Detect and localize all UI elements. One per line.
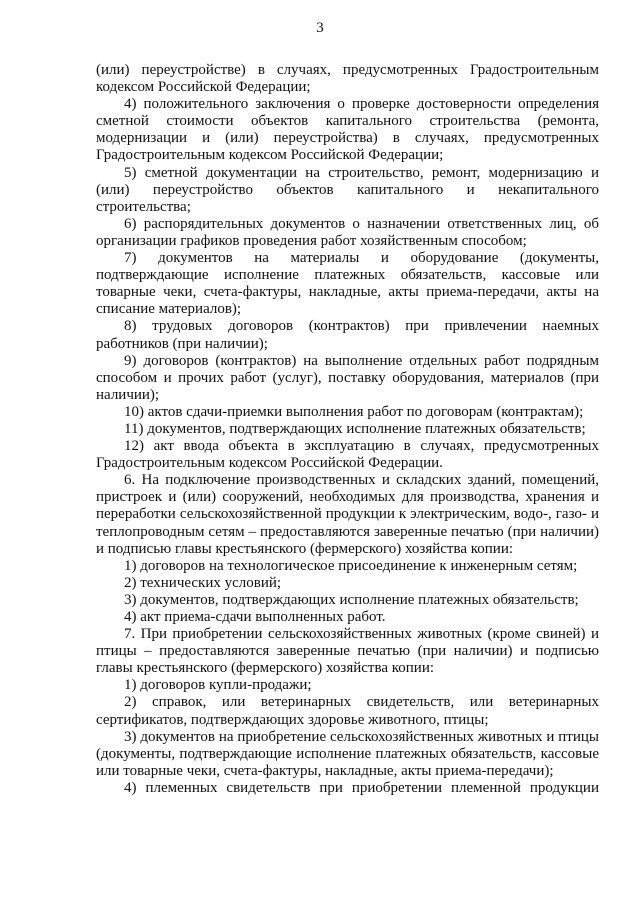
page-number: 3 — [316, 20, 324, 36]
paragraph: 5) сметной документации на строительство, ремонт, модернизацию и (или) переустройство объектов капитального и некапитального строительства; — [96, 164, 599, 215]
paragraph: 3) документов на приобретение сельскохозяйственных животных и птицы (документы, подтверждающие исполнение платежных обязательств, кассовые или товарные чеки, счета-фактуры, накладные, акты приема-передачи); — [96, 728, 599, 779]
paragraph: 6) распорядительных документов о назначении ответственных лиц, об организации графиков проведения работ хозяйственным способом; — [96, 215, 599, 249]
paragraph: 3) документов, подтверждающих исполнение платежных обязательств; — [124, 591, 579, 608]
paragraph: 7. При приобретении сельскохозяйственных животных (кроме свиней) и птицы – предоставляются заверенные печатью (при наличии) и подписью главы крестьянского (фермерского) хозяйства копии: — [96, 626, 599, 677]
paragraph: 1) договоров на технологическое присоединение к инженерным сетям; — [124, 557, 578, 574]
paragraph: 7) документов на материалы и оборудование (документы, подтверждающие исполнение платежных обязательств, кассовые или товарные чеки, счета-фактуры, накладные, акты приема-передачи, акты на списание материалов); — [96, 250, 599, 318]
body-text — [96, 62, 599, 797]
paragraph: 8) трудовых договоров (контрактов) при привлечении наемных работников (при наличии); — [96, 318, 599, 352]
paragraph: 4) акт приема-сдачи выполненных работ. — [124, 609, 386, 625]
paragraph: 4) племенных свидетельств при приобретении племенной продукции — [124, 779, 599, 796]
paragraph: 2) справок, или ветеринарных свидетельств, или ветеринарных сертификатов, подтверждающих здоровье животного, птицы; — [96, 694, 599, 728]
paragraph: 9) договоров (контрактов) на выполнение отдельных работ подрядным способом и прочих работ (услуг), поставку оборудования, материалов (при наличии); — [96, 352, 599, 403]
paragraph: 6. На подключение производственных и складских зданий, помещений, пристроек и (или) сооружений, необходимых для производства, хранения и переработки сельскохозяйственной продукции к электрическим, водо-, газо- и теплопроводным сетям – предоставляются заверенные печатью (при наличии) и подписью главы крестьянского (фермерского) хозяйства копии: — [96, 472, 599, 557]
paragraph: 11) документов, подтверждающих исполнение платежных обязательств; — [124, 420, 586, 437]
paragraph: 1) договоров купли-продажи; — [124, 677, 312, 694]
paragraph: 10) актов сдачи-приемки выполнения работ по договорам (контрактам); — [124, 403, 584, 420]
paragraph: 12) акт ввода объекта в эксплуатацию в случаях, предусмотренных Градостроительным кодексом Российской Федерации. — [96, 438, 599, 472]
paragraph: 4) положительного заключения о проверке достоверности определения сметной стоимости объектов капитального строительства (ремонта, модернизации и (или) переустройства) в случаях, предусмотренных Градостроительным кодексом Российской Федерации; — [96, 96, 599, 164]
paragraph: (или) переустройстве) в случаях, предусмотренных Градостроительным кодексом Российской Федерации; — [96, 62, 599, 96]
paragraph: 2) технических условий; — [124, 574, 282, 591]
